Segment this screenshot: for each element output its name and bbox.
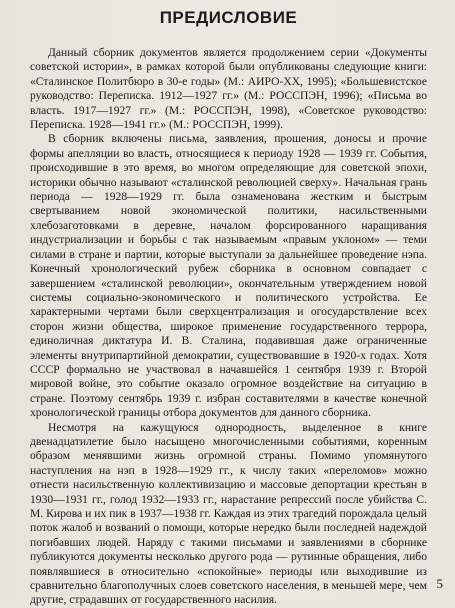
paragraph-series-intro: Данный сборник документов является продолжением серии «Документы советской истории», в рамках которой были опубликованы следующие книги: «Сталинское Политбюро в 30-е годы» (М.: АИРО-XX, 1995); «Большевистское руководство: Переписка. 1912—1927 гг.» (М.: РОССПЭН, 1996); «Письма во власть. 1917—1927 гг.» (М.: РОССПЭН, 1998), «Советское руководство: Переписка. 1928—1941 гг.» (М.: РОССПЭН, 1999). <box>30 46 427 132</box>
page-number: 5 <box>436 576 443 591</box>
page-title: ПРЕДИСЛОВИЕ <box>159 8 298 27</box>
paragraph-period-description: В сборник включены письма, заявления, прошения, доносы и прочие формы апелляции во власть, относящиеся к периоду 1928 — 1939 гг. События, происходившие в это время, во многом определяющие для советской эпохи, историки обычно называют «сталинской революцией сверху». Начальная грань периода — 1928—1929 гг. была ознаменована жестким и быстрым свертыванием новой экономической политики, насильственными хлебозаготовками в деревне, началом форсированного наращивания индустриализации и борьбы с так называемым «правым уклоном» — теми силами в стране и партии, которые выступали за дальнейшее проведение нэпа. Конечный хронологический рубеж сборника в основном совпадает с завершением «сталинской революции», окончательным утверждением новой системы социально-экономического и политического устройства. Ее характерными чертами были сверхцентрализация и огосударствление всех сторон жизни общества, широкое применение государственного террора, единоличная диктатура И. В. Сталина, подавившая даже ограниченные элементы внутрипартийной демократии, существовавшие в 1920-х годах. Хотя СССР формально не участвовал в начавшейся 1 сентября 1939 г. Второй мировой войне, это событие оказало огромное воздействие на ситуацию в стране. Поэтому сентябрь 1939 г. избран составителями в качестве конечной хронологической границы отбора документов для данного сборника. <box>30 132 427 420</box>
paragraph-turning-points: Несмотря на кажущуюся однородность, выделенное в книге двенадцатилетие было насыщено многочисленными событиями, коренным образом менявшими жизнь огромной страны. Помимо упомянутого наступления на нэп в 1928—1929 гг., к числу таких «переломов» можно отнести насильственную коллективизацию и массовые депортации крестьян в 1930—1931 гг., голод 1932—1933 гг., нарастание репрессий после убийства С. М. Кирова и их пик в 1937—1938 гг. Каждая из этих трагедий порождала целый поток жалоб и возваний о помощи, которые нередко были последней надеждой погибавших людей. Наряду с такими письмами и заявлениями в сборнике публикуются документы несколько другого рода — рутинные обращения, либо появлявшиеся в относительно «спокойные» периоды или выходившие из сравнительно благополучных слоев советского населения, в меньшей мере, чем другие, страдавших от государственного насилия. <box>30 420 427 607</box>
